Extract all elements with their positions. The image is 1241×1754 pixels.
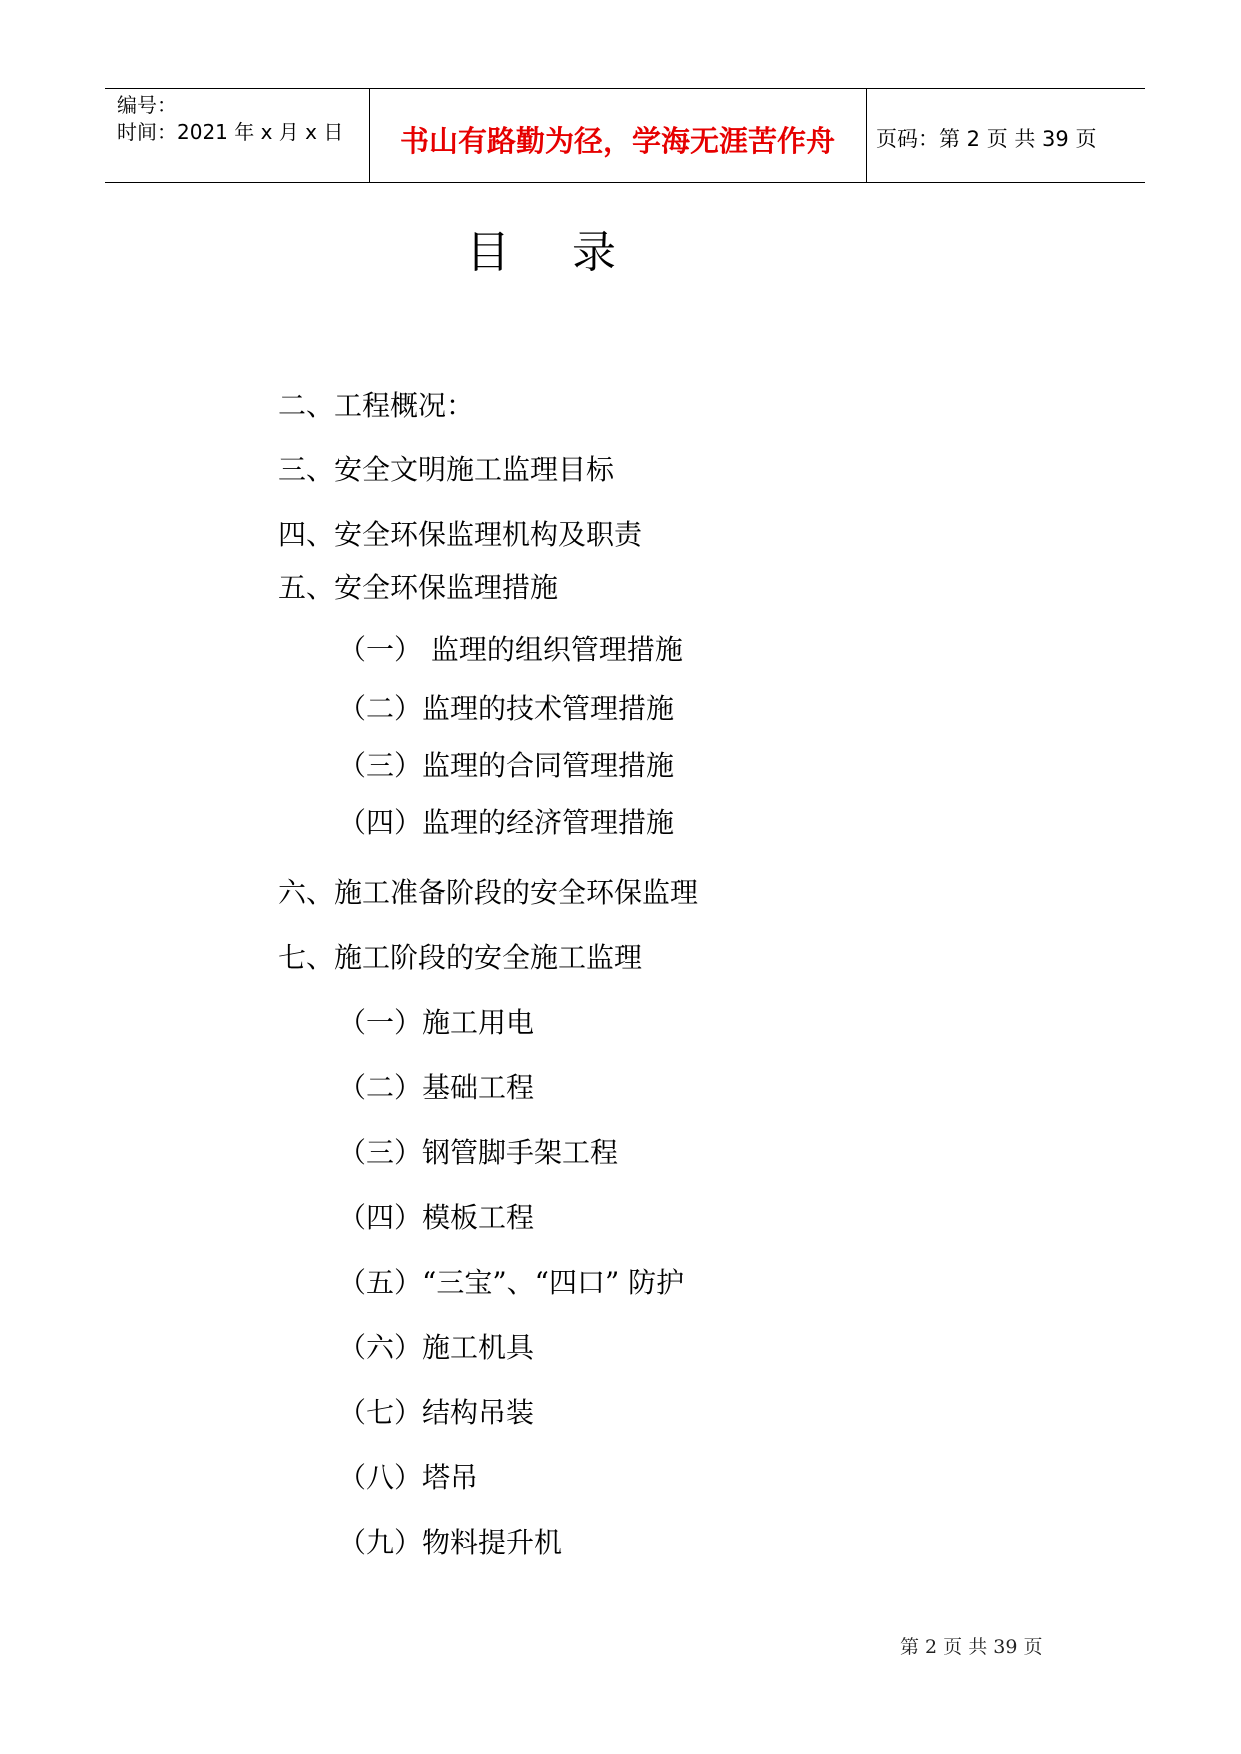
toc-subitem: （二）监理的技术管理措施 [338,692,675,725]
toc-subitem: （三）监理的合同管理措施 [338,749,675,782]
toc-subitem: （一） 监理的组织管理措施 [338,633,683,666]
page-footer: 第 2 页 共 39 页 [900,1636,1043,1658]
toc-subitem: （三）钢管脚手架工程 [338,1136,619,1169]
toc-subitem: （四）模板工程 [338,1201,535,1234]
toc-subitem: （四）监理的经济管理措施 [338,806,675,839]
time-label: 时间：2021 年 x 月 x 日 [117,120,344,144]
page-title: 目录 [466,227,678,278]
toc-subitem: （二）基础工程 [338,1071,535,1104]
toc-subitem: （七）结构吊装 [338,1396,535,1429]
toc-subitem: （九）物料提升机 [338,1526,563,1559]
toc-item: 六、施工准备阶段的安全环保监理 [278,876,699,909]
toc-item: 二、工程概况： [278,389,475,422]
toc-subitem: （六）施工机具 [338,1331,535,1364]
motto: 书山有路勤为径，学海无涯苦作舟 [399,124,835,158]
number-label: 编号： [117,93,177,117]
toc-item: 四、安全环保监理机构及职责 [278,518,643,551]
toc-item: 七、施工阶段的安全施工监理 [278,941,643,974]
toc-subitem: （五）“三宝”、“四口” 防护 [338,1266,685,1299]
page-number-label: 页码：第 2 页 共 39 页 [876,127,1097,151]
toc-subitem: （一）施工用电 [338,1006,535,1039]
toc-subitem: （八）塔吊 [338,1461,479,1494]
toc-item: 五、安全环保监理措施 [278,571,559,604]
toc-item: 三、安全文明施工监理目标 [278,453,615,486]
